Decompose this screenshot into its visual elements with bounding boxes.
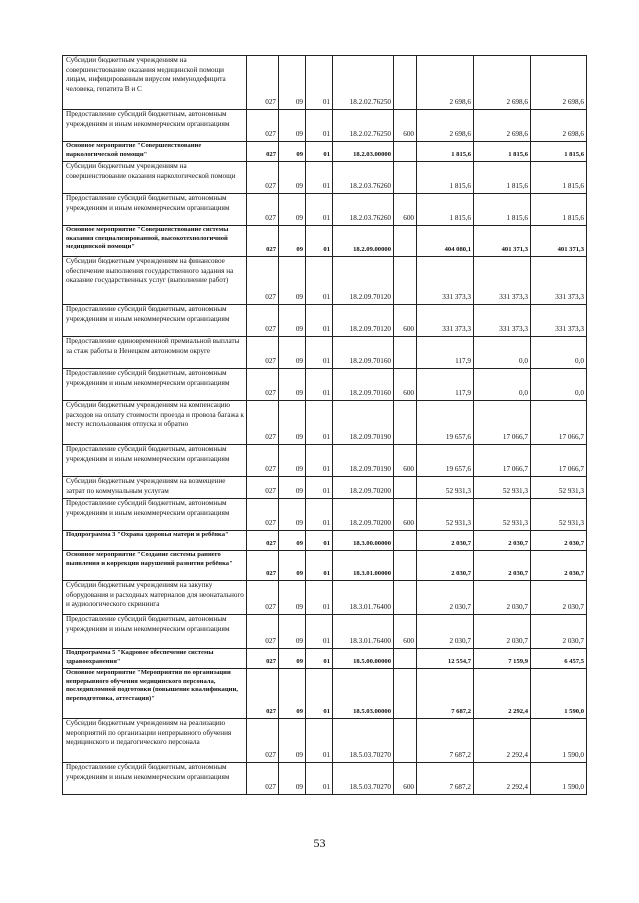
table-row — [63, 551, 587, 581]
target-article-cell: 18.3.01.76400 — [333, 615, 394, 649]
table-row — [63, 194, 587, 226]
row-name-cell: Предоставление субсидий бюджетным, автономным учреждениям и иным некоммерческим организациям — [63, 305, 247, 337]
grbs-code-cell: 027 — [247, 531, 279, 551]
expense-type-cell: 600 — [394, 194, 417, 226]
amount-year2-cell: 52 931,3 — [474, 477, 531, 499]
expense-type-cell — [394, 56, 417, 110]
amount-year3-cell: 2 030,7 — [531, 551, 587, 581]
amount-year3-cell: 1 815,6 — [531, 142, 587, 162]
target-article-cell: 18.2.09.70160 — [333, 337, 394, 369]
amount-year2-cell: 1 815,6 — [474, 142, 531, 162]
amount-year1-cell: 52 931,3 — [417, 499, 474, 531]
row-name-cell: Основное мероприятие "Совершенствование системы оказания специализированной, высокотехнологичной медицинской помощи" — [63, 226, 247, 257]
table-row — [63, 110, 587, 142]
section-code-cell: 09 — [279, 226, 306, 257]
row-name-cell: Субсидии бюджетным учреждениям на возмещение затрат по коммунальным услугам — [63, 477, 247, 499]
amount-year2-cell: 2 030,7 — [474, 531, 531, 551]
grbs-code-cell: 027 — [247, 257, 279, 305]
amount-year3-cell: 2 698,6 — [531, 110, 587, 142]
target-article-cell: 18.2.02.76250 — [333, 56, 394, 110]
row-name-cell: Предоставление субсидий бюджетным, автономным учреждениям и иным некоммерческим организациям — [63, 763, 247, 795]
expense-type-cell: 600 — [394, 369, 417, 401]
expense-type-cell: 600 — [394, 445, 417, 477]
target-article-cell: 18.3.00.00000 — [333, 531, 394, 551]
table-row — [63, 669, 587, 719]
row-name-cell: Субсидии бюджетным учреждениям на совершенствование оказания наркологической помощи — [63, 162, 247, 194]
row-name-cell: Субсидии бюджетным учреждениям на закупку оборудования и расходных материалов для неонатального и аудиологического скрининга — [63, 581, 247, 615]
amount-year2-cell: 331 373,3 — [474, 257, 531, 305]
page-number: 53 — [313, 836, 326, 850]
amount-year1-cell: 2 698,6 — [417, 110, 474, 142]
subsection-code-cell: 01 — [306, 56, 333, 110]
amount-year3-cell: 2 030,7 — [531, 531, 587, 551]
amount-year3-cell: 401 371,3 — [531, 226, 587, 257]
row-name-cell: Субсидии бюджетным учреждениям на реализацию мероприятий по организации непрерывного обучения медицинского и педагогического персонала — [63, 719, 247, 763]
section-code-cell: 09 — [279, 615, 306, 649]
section-code-cell: 09 — [279, 56, 306, 110]
target-article-cell: 18.2.09.70120 — [333, 305, 394, 337]
subsection-code-cell: 01 — [306, 763, 333, 795]
amount-year3-cell: 17 066,7 — [531, 401, 587, 445]
table-row — [63, 499, 587, 531]
row-name-cell: Субсидии бюджетным учреждениям на совершенствование оказания медицинской помощи лицам, инфицированным вирусом иммунодефицита человека, гепатита В и С — [63, 56, 247, 110]
section-code-cell: 09 — [279, 649, 306, 669]
amount-year3-cell: 2 030,7 — [531, 615, 587, 649]
amount-year2-cell: 2 030,7 — [474, 615, 531, 649]
table-row — [63, 477, 587, 499]
amount-year1-cell: 2 030,7 — [417, 551, 474, 581]
table-row — [63, 649, 587, 669]
grbs-code-cell: 027 — [247, 477, 279, 499]
amount-year2-cell: 0,0 — [474, 369, 531, 401]
amount-year1-cell: 7 687,2 — [417, 719, 474, 763]
subsection-code-cell: 01 — [306, 531, 333, 551]
subsection-code-cell: 01 — [306, 649, 333, 669]
subsection-code-cell: 01 — [306, 445, 333, 477]
amount-year2-cell: 2 292,4 — [474, 763, 531, 795]
amount-year2-cell: 17 066,7 — [474, 401, 531, 445]
grbs-code-cell: 027 — [247, 649, 279, 669]
target-article-cell: 18.2.09.70190 — [333, 401, 394, 445]
amount-year1-cell: 7 687,2 — [417, 763, 474, 795]
subsection-code-cell: 01 — [306, 305, 333, 337]
amount-year2-cell: 2 698,6 — [474, 110, 531, 142]
expense-type-cell: 600 — [394, 615, 417, 649]
row-name-cell: Предоставление субсидий бюджетным, автономным учреждениям и иным некоммерческим организациям — [63, 499, 247, 531]
expense-type-cell: 600 — [394, 763, 417, 795]
section-code-cell: 09 — [279, 401, 306, 445]
grbs-code-cell: 027 — [247, 194, 279, 226]
expense-type-cell: 600 — [394, 499, 417, 531]
section-code-cell: 09 — [279, 531, 306, 551]
row-name-cell: Подпрограмма 5 "Кадровое обеспечение системы здравоохранения" — [63, 649, 247, 669]
row-name-cell: Предоставление субсидий бюджетным, автономным учреждениям и иным некоммерческим организациям — [63, 445, 247, 477]
target-article-cell: 18.2.03.76260 — [333, 194, 394, 226]
amount-year1-cell: 331 373,3 — [417, 305, 474, 337]
grbs-code-cell: 027 — [247, 369, 279, 401]
target-article-cell: 18.2.09.70190 — [333, 445, 394, 477]
subsection-code-cell: 01 — [306, 499, 333, 531]
amount-year3-cell: 2 030,7 — [531, 581, 587, 615]
section-code-cell: 09 — [279, 194, 306, 226]
expense-type-cell: 600 — [394, 305, 417, 337]
amount-year3-cell: 1 590,0 — [531, 669, 587, 719]
amount-year3-cell: 6 457,5 — [531, 649, 587, 669]
subsection-code-cell: 01 — [306, 162, 333, 194]
amount-year1-cell: 12 554,7 — [417, 649, 474, 669]
target-article-cell: 18.2.09.70200 — [333, 499, 394, 531]
amount-year2-cell: 2 698,6 — [474, 56, 531, 110]
amount-year2-cell: 52 931,3 — [474, 499, 531, 531]
row-name-cell: Предоставление субсидий бюджетным, автономным учреждениям и иным некоммерческим организациям — [63, 369, 247, 401]
section-code-cell: 09 — [279, 305, 306, 337]
amount-year3-cell: 1 815,6 — [531, 162, 587, 194]
target-article-cell: 18.2.09.70120 — [333, 257, 394, 305]
subsection-code-cell: 01 — [306, 477, 333, 499]
expense-type-cell — [394, 669, 417, 719]
subsection-code-cell: 01 — [306, 142, 333, 162]
table-row — [63, 581, 587, 615]
section-code-cell: 09 — [279, 110, 306, 142]
amount-year3-cell: 2 698,6 — [531, 56, 587, 110]
grbs-code-cell: 027 — [247, 401, 279, 445]
amount-year1-cell: 2 030,7 — [417, 581, 474, 615]
amount-year1-cell: 19 657,6 — [417, 401, 474, 445]
grbs-code-cell: 027 — [247, 719, 279, 763]
amount-year3-cell: 1 590,0 — [531, 763, 587, 795]
amount-year1-cell: 117,9 — [417, 337, 474, 369]
section-code-cell: 09 — [279, 719, 306, 763]
section-code-cell: 09 — [279, 763, 306, 795]
section-code-cell: 09 — [279, 257, 306, 305]
subsection-code-cell: 01 — [306, 369, 333, 401]
grbs-code-cell: 027 — [247, 162, 279, 194]
section-code-cell: 09 — [279, 499, 306, 531]
row-name-cell: Основное мероприятие "Мероприятия по организации непрерывного обучения медицинского персонала, последипломной подготовки (повышение квалификации, переподготовка, аттестация)" — [63, 669, 247, 719]
expense-type-cell — [394, 401, 417, 445]
table-row — [63, 162, 587, 194]
section-code-cell: 09 — [279, 142, 306, 162]
table-row — [63, 401, 587, 445]
expense-type-cell: 600 — [394, 110, 417, 142]
row-name-cell: Предоставление субсидий бюджетным, автономным учреждениям и иным некоммерческим организациям — [63, 615, 247, 649]
section-code-cell: 09 — [279, 162, 306, 194]
section-code-cell: 09 — [279, 581, 306, 615]
amount-year2-cell: 7 159,9 — [474, 649, 531, 669]
expense-type-cell — [394, 162, 417, 194]
amount-year1-cell: 2 030,7 — [417, 615, 474, 649]
expense-type-cell — [394, 226, 417, 257]
grbs-code-cell: 027 — [247, 581, 279, 615]
amount-year3-cell: 52 931,3 — [531, 499, 587, 531]
amount-year1-cell: 19 657,6 — [417, 445, 474, 477]
row-name-cell: Субсидии бюджетным учреждениям на компенсацию расходов на оплату стоимости проезда и провоза багажа к месту использования отпуска и обратно — [63, 401, 247, 445]
amount-year2-cell: 401 371,3 — [474, 226, 531, 257]
row-name-cell: Основное мероприятие "Создание системы раннего выявления и коррекции нарушений развития ребёнка" — [63, 551, 247, 581]
row-name-cell: Субсидии бюджетным учреждениям на финансовое обеспечение выполнения государственного задания на оказание государственных услуг (выполнение работ) — [63, 257, 247, 305]
grbs-code-cell: 027 — [247, 110, 279, 142]
expense-type-cell — [394, 257, 417, 305]
subsection-code-cell: 01 — [306, 401, 333, 445]
amount-year3-cell: 17 066,7 — [531, 445, 587, 477]
amount-year2-cell: 1 815,6 — [474, 162, 531, 194]
table-row — [63, 337, 587, 369]
grbs-code-cell: 027 — [247, 226, 279, 257]
amount-year1-cell: 1 815,6 — [417, 162, 474, 194]
target-article-cell: 18.2.09.70160 — [333, 369, 394, 401]
grbs-code-cell: 027 — [247, 615, 279, 649]
amount-year3-cell: 331 373,3 — [531, 305, 587, 337]
subsection-code-cell: 01 — [306, 194, 333, 226]
expense-type-cell — [394, 531, 417, 551]
amount-year2-cell: 0,0 — [474, 337, 531, 369]
expense-type-cell — [394, 337, 417, 369]
amount-year1-cell: 117,9 — [417, 369, 474, 401]
amount-year3-cell: 331 373,3 — [531, 257, 587, 305]
table-row — [63, 56, 587, 110]
section-code-cell: 09 — [279, 445, 306, 477]
amount-year1-cell: 52 931,3 — [417, 477, 474, 499]
amount-year1-cell: 7 687,2 — [417, 669, 474, 719]
expense-type-cell — [394, 142, 417, 162]
table-row — [63, 615, 587, 649]
expense-type-cell — [394, 581, 417, 615]
amount-year2-cell: 2 292,4 — [474, 719, 531, 763]
section-code-cell: 09 — [279, 477, 306, 499]
amount-year3-cell: 52 931,3 — [531, 477, 587, 499]
table-row — [63, 305, 587, 337]
grbs-code-cell: 027 — [247, 499, 279, 531]
section-code-cell: 09 — [279, 669, 306, 719]
target-article-cell: 18.2.03.00000 — [333, 142, 394, 162]
subsection-code-cell: 01 — [306, 257, 333, 305]
table-row — [63, 257, 587, 305]
target-article-cell: 18.5.03.70270 — [333, 763, 394, 795]
amount-year3-cell: 1 590,0 — [531, 719, 587, 763]
amount-year1-cell: 331 373,3 — [417, 257, 474, 305]
amount-year1-cell: 1 815,6 — [417, 142, 474, 162]
amount-year2-cell: 2 030,7 — [474, 581, 531, 615]
amount-year1-cell: 404 080,1 — [417, 226, 474, 257]
table-row — [63, 719, 587, 763]
target-article-cell: 18.3.01.76400 — [333, 581, 394, 615]
amount-year2-cell: 331 373,3 — [474, 305, 531, 337]
row-name-cell: Предоставление единовременной премиальной выплаты за стаж работы в Ненецком автономном округе — [63, 337, 247, 369]
target-article-cell: 18.2.02.76250 — [333, 110, 394, 142]
target-article-cell: 18.3.01.00000 — [333, 551, 394, 581]
table-row — [63, 142, 587, 162]
subsection-code-cell: 01 — [306, 669, 333, 719]
expense-type-cell — [394, 551, 417, 581]
grbs-code-cell: 027 — [247, 337, 279, 369]
amount-year3-cell: 0,0 — [531, 369, 587, 401]
subsection-code-cell: 01 — [306, 337, 333, 369]
section-code-cell: 09 — [279, 369, 306, 401]
section-code-cell: 09 — [279, 337, 306, 369]
target-article-cell: 18.5.03.70270 — [333, 719, 394, 763]
expense-type-cell — [394, 649, 417, 669]
row-name-cell: Подпрограмма 3 "Охрана здоровья матери и ребёнка" — [63, 531, 247, 551]
amount-year3-cell: 1 815,6 — [531, 194, 587, 226]
target-article-cell: 18.5.03.00000 — [333, 669, 394, 719]
amount-year1-cell: 2 030,7 — [417, 531, 474, 551]
row-name-cell: Предоставление субсидий бюджетным, автономным учреждениям и иным некоммерческим организациям — [63, 110, 247, 142]
amount-year2-cell: 2 292,4 — [474, 669, 531, 719]
amount-year3-cell: 0,0 — [531, 337, 587, 369]
table-row — [63, 763, 587, 795]
amount-year2-cell: 17 066,7 — [474, 445, 531, 477]
table-row — [63, 531, 587, 551]
subsection-code-cell: 01 — [306, 581, 333, 615]
grbs-code-cell: 027 — [247, 763, 279, 795]
subsection-code-cell: 01 — [306, 615, 333, 649]
subsection-code-cell: 01 — [306, 110, 333, 142]
grbs-code-cell: 027 — [247, 56, 279, 110]
table-row — [63, 445, 587, 477]
target-article-cell: 18.2.09.00000 — [333, 226, 394, 257]
target-article-cell: 18.2.09.70200 — [333, 477, 394, 499]
target-article-cell: 18.2.03.76260 — [333, 162, 394, 194]
grbs-code-cell: 027 — [247, 445, 279, 477]
subsection-code-cell: 01 — [306, 719, 333, 763]
amount-year2-cell: 2 030,7 — [474, 551, 531, 581]
subsection-code-cell: 01 — [306, 226, 333, 257]
amount-year2-cell: 1 815,6 — [474, 194, 531, 226]
grbs-code-cell: 027 — [247, 142, 279, 162]
table-body — [63, 56, 587, 795]
expense-type-cell — [394, 719, 417, 763]
section-code-cell: 09 — [279, 551, 306, 581]
expense-type-cell — [394, 477, 417, 499]
budget-table — [62, 55, 587, 795]
grbs-code-cell: 027 — [247, 669, 279, 719]
amount-year1-cell: 2 698,6 — [417, 56, 474, 110]
grbs-code-cell: 027 — [247, 551, 279, 581]
subsection-code-cell: 01 — [306, 551, 333, 581]
amount-year1-cell: 1 815,6 — [417, 194, 474, 226]
target-article-cell: 18.5.00.00000 — [333, 649, 394, 669]
table-row — [63, 226, 587, 257]
grbs-code-cell: 027 — [247, 305, 279, 337]
row-name-cell: Предоставление субсидий бюджетным, автономным учреждениям и иным некоммерческим организациям — [63, 194, 247, 226]
table-row — [63, 369, 587, 401]
row-name-cell: Основное мероприятие "Совершенствование наркологической помощи" — [63, 142, 247, 162]
